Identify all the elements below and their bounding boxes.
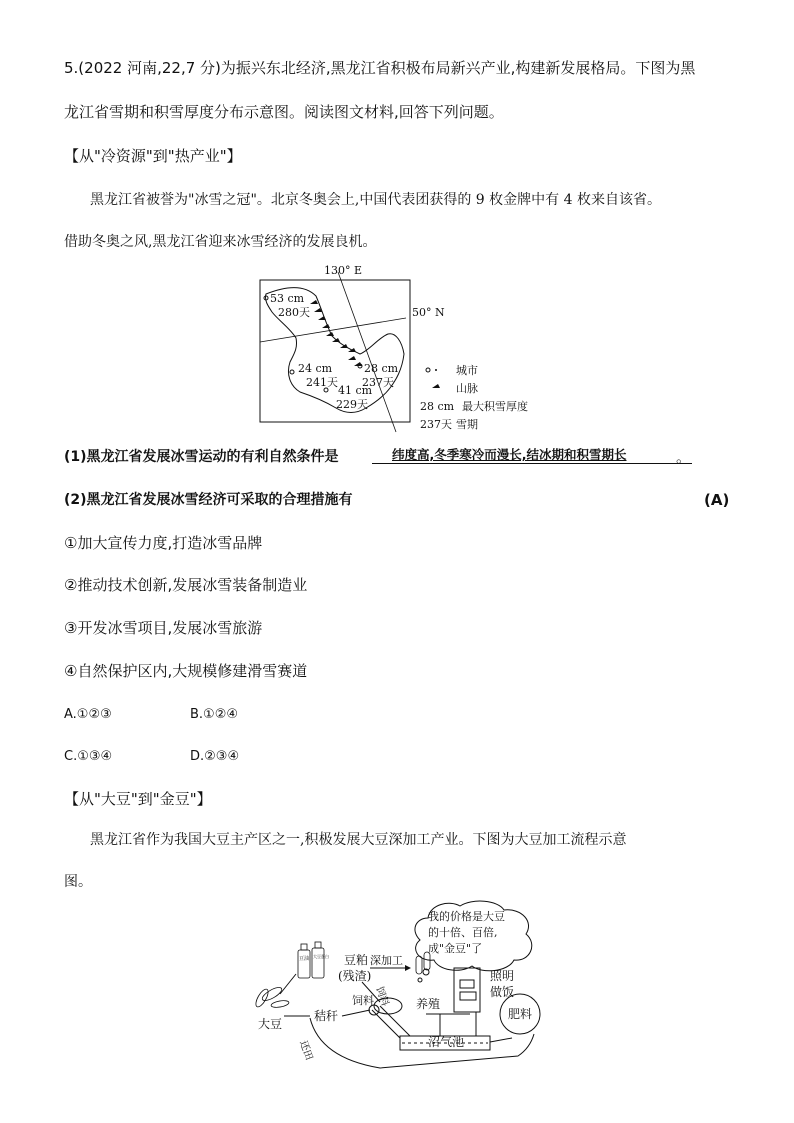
depth-3: 28 cm xyxy=(364,362,399,375)
choice-c: C.①③④ xyxy=(64,749,113,764)
choice-a: A.①②③ xyxy=(64,707,112,722)
biogas-label: 沼气池 xyxy=(428,1035,465,1049)
legend-city: 城市 xyxy=(456,364,478,377)
deep-process-label: 深加工 xyxy=(370,954,403,967)
section-title-2: 【从"大豆"到"金豆"】 xyxy=(64,790,212,808)
feed-vertical-label: 饲料 xyxy=(373,985,391,1008)
depth-2: 24 cm xyxy=(298,362,333,375)
bubble-line-3: 成"金豆"了 xyxy=(428,942,483,955)
legend-city-icon xyxy=(426,368,430,372)
cooking-label: 做饭 xyxy=(490,985,515,999)
bubble-line-1: 我的价格是大豆 xyxy=(428,910,505,923)
days-3: 237天 xyxy=(362,376,394,389)
material-2-line-1: 黑龙江省作为我国大豆主产区之一,积极发展大豆深加工产业。下图为大豆加工流程示意 xyxy=(90,832,627,848)
q1-text: (1)黑龙江省发展冰雪运动的有利自然条件是 xyxy=(64,449,339,465)
lat-label: 50° N xyxy=(412,306,445,319)
lon-label: 130° E xyxy=(324,264,363,277)
material-1-line-2: 借助冬奥之风,黑龙江省迎来冰雪经济的发展良机。 xyxy=(64,234,377,250)
heilongjiang-snow-map xyxy=(256,262,556,442)
depth-4: 41 cm xyxy=(338,384,373,397)
legend-mountain-icon xyxy=(432,384,440,388)
lighting-label: 照明 xyxy=(490,969,515,983)
legend-days-label: 雪期 xyxy=(456,418,478,431)
feed-label: 饲料 xyxy=(352,994,374,1007)
depth-1: 53 cm xyxy=(270,292,305,305)
material-2-line-2: 图。 xyxy=(64,874,92,890)
straw-label: 秸秆 xyxy=(314,1009,339,1023)
section-title-1: 【从"冷资源"到"热产业"】 xyxy=(64,147,242,165)
legend-depth-example: 28 cm xyxy=(420,400,455,413)
bottle-protein: 大豆蛋白 xyxy=(313,954,329,959)
intro-line-1: 5.(2022 河南,22,7 分)为振兴东北经济,黑龙江省积极布局新兴产业,构建新发展格局。下图为黑 xyxy=(64,59,696,77)
q2-answer: (A) xyxy=(704,491,730,509)
return-field-label: 还田 xyxy=(297,1039,315,1062)
legend-depth-label: 最大积雪厚度 xyxy=(462,400,528,413)
days-1: 280天 xyxy=(278,306,310,319)
choice-b: B.①②④ xyxy=(190,707,239,722)
dregs-label-2: (残渣) xyxy=(338,969,372,983)
mountain-symbols xyxy=(310,300,362,366)
legend-mountain: 山脉 xyxy=(456,382,478,395)
q1-answer: 纬度高,冬季寒冷而漫长,结冰期和积雪期长 xyxy=(372,447,692,464)
breeding-label: 养殖 xyxy=(416,997,441,1011)
option-3: ③开发冰雪项目,发展冰雪旅游 xyxy=(64,619,263,637)
material-1-line-1: 黑龙江省被誉为"冰雪之冠"。北京冬奥会上,中国代表团获得的 9 枚金牌中有 4 枚来自该省。 xyxy=(90,192,661,208)
bubble-line-2: 的十倍、百倍, xyxy=(428,926,498,939)
soybean-process-diagram xyxy=(250,898,550,1073)
soybean-label: 大豆 xyxy=(258,1017,283,1031)
days-4: 229天 xyxy=(336,398,368,411)
q2-text: (2)黑龙江省发展冰雪经济可采取的合理措施有 xyxy=(64,492,353,508)
intro-line-2: 龙江省雪期和积雪厚度分布示意图。阅读图文材料,回答下列问题。 xyxy=(64,103,504,121)
fertilizer-label: 肥料 xyxy=(508,1007,533,1021)
dregs-label: 豆粕 xyxy=(344,953,369,967)
option-4: ④自然保护区内,大规模修建滑雪赛道 xyxy=(64,662,308,680)
choice-d: D.②③④ xyxy=(190,749,240,764)
days-2: 241天 xyxy=(306,376,338,389)
legend-days-example: 237天 xyxy=(420,418,452,431)
q1-end: 。 xyxy=(676,448,692,466)
bottle-oil: 豆油 xyxy=(299,956,310,962)
option-2: ②推动技术创新,发展冰雪装备制造业 xyxy=(64,576,308,594)
option-1: ①加大宣传力度,打造冰雪品牌 xyxy=(64,534,263,552)
